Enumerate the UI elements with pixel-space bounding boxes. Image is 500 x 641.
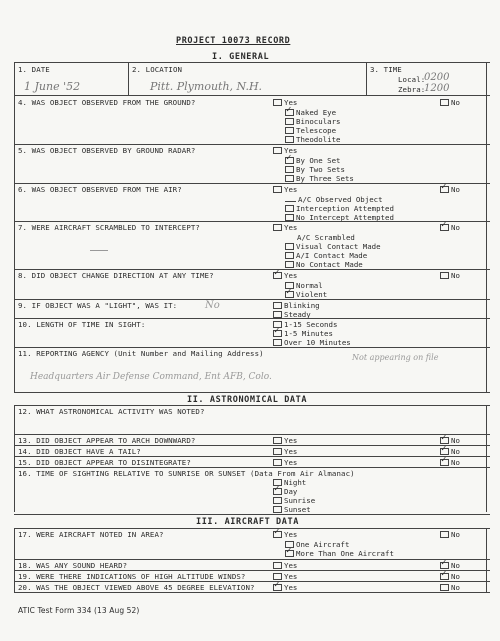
checkbox-icon	[285, 166, 294, 173]
q18-label: 18. WAS ANY SOUND HEARD?	[18, 561, 128, 570]
checkbox-checked-icon	[273, 272, 282, 279]
q14-label: 14. DID OBJECT HAVE A TAIL?	[18, 447, 141, 456]
q4-label: 4. WAS OBJECT OBSERVED FROM THE GROUND?	[18, 98, 196, 107]
checkbox-icon	[285, 252, 294, 259]
checkbox-icon	[440, 531, 449, 538]
q7-no[interactable]: ✓No	[440, 223, 460, 232]
q20-yes[interactable]: ✓ Yes	[273, 583, 297, 592]
q15-yes[interactable]: Yes	[273, 458, 297, 467]
location-value: Pitt. Plymouth, N.H.	[150, 80, 263, 93]
checkbox-icon	[285, 261, 294, 268]
q19-yes[interactable]: Yes	[273, 572, 297, 581]
date-value: 1 June '52	[24, 80, 81, 93]
checkbox-icon	[285, 214, 294, 221]
checkbox-checked-icon	[440, 573, 449, 580]
q7-visual-contact[interactable]: Visual Contact Made	[285, 242, 381, 251]
q9-blinking[interactable]: Blinking	[273, 301, 320, 310]
q15-label: 15. DID OBJECT APPEAR TO DISINTEGRATE?	[18, 458, 191, 467]
checkbox-icon	[273, 224, 282, 231]
section-aircraft-heading: III. AIRCRAFT DATA	[196, 517, 299, 527]
q7-label: 7. WERE AIRCRAFT SCRAMBLED TO INTERCEPT?	[18, 223, 200, 232]
checkbox-icon	[285, 205, 294, 212]
local-label: Local:	[398, 75, 426, 84]
checkbox-icon	[285, 118, 294, 125]
checkbox-icon	[273, 459, 282, 466]
checkbox-icon	[285, 243, 294, 250]
q13-yes[interactable]: Yes	[273, 436, 297, 445]
checkbox-icon	[440, 99, 449, 106]
q4-telescope[interactable]: Telescope	[285, 126, 336, 135]
q6-no[interactable]: ✓No	[440, 185, 460, 194]
checkbox-icon	[440, 584, 449, 591]
checkbox-checked-icon	[285, 157, 294, 164]
q4-naked-eye[interactable]: ✓Naked Eye	[285, 108, 336, 117]
zulu-label: Zebra:	[398, 85, 426, 94]
q10-label: 10. LENGTH OF TIME IN SIGHT:	[18, 320, 146, 329]
q16-night[interactable]: Night	[273, 478, 306, 487]
checkbox-checked-icon	[440, 437, 449, 444]
q6-yes[interactable]: Yes	[273, 185, 297, 194]
q9-handwritten: No	[205, 300, 220, 311]
checkbox-icon	[273, 311, 282, 318]
q16-sunset[interactable]: Sunset	[273, 505, 311, 514]
q13-no[interactable]: ✓ No	[440, 436, 460, 445]
q7-no-contact[interactable]: No Contact Made	[285, 260, 363, 269]
checkbox-checked-icon	[285, 550, 294, 557]
q17-yes[interactable]: ✓ Yes	[273, 530, 297, 539]
q16-day[interactable]: ✓Day	[273, 487, 297, 496]
q7-scrambled: A/C Scrambled	[297, 233, 355, 242]
checkbox-icon	[273, 573, 282, 580]
form-title: PROJECT 10073 RECORD	[176, 36, 291, 46]
q17-label: 17. WERE AIRCRAFT NOTED IN AREA?	[18, 530, 164, 539]
q8-label: 8. DID OBJECT CHANGE DIRECTION AT ANY TIME?	[18, 271, 214, 280]
q10-over-10[interactable]: Over 10 Minutes	[273, 338, 351, 347]
q17-one-aircraft[interactable]: One Aircraft	[285, 540, 349, 549]
checkbox-checked-icon	[273, 488, 282, 495]
checkbox-checked-icon	[440, 186, 449, 193]
q4-no[interactable]: No	[440, 98, 460, 107]
section-general-heading: I. GENERAL	[212, 52, 270, 62]
checkbox-checked-icon	[273, 531, 282, 538]
date-label: 1. DATE	[18, 65, 50, 74]
checkbox-icon	[273, 339, 282, 346]
q16-label: 16. TIME OF SIGHTING RELATIVE TO SUNRISE OR SUNSET (Data From Air Almanac)	[18, 469, 355, 478]
q7-ai-contact[interactable]: A/I Contact Made	[285, 251, 367, 260]
checkbox-icon	[273, 562, 282, 569]
checkbox-checked-icon	[285, 291, 294, 298]
checkbox-icon	[273, 186, 282, 193]
q5-yes[interactable]: Yes	[273, 146, 297, 155]
q8-violent[interactable]: ✓Violent	[285, 290, 327, 299]
checkbox-icon	[273, 437, 282, 444]
checkbox-icon	[273, 448, 282, 455]
q11-label: 11. REPORTING AGENCY (Unit Number and Mailing Address)	[18, 349, 264, 358]
q16-sunrise[interactable]: Sunrise	[273, 496, 315, 505]
checkbox-checked-icon	[440, 224, 449, 231]
q9-label: 9. IF OBJECT WAS A "LIGHT", WAS IT:	[18, 301, 178, 310]
q9-steady[interactable]: Steady	[273, 310, 311, 319]
q13-label: 13. DID OBJECT APPEAR TO ARCH DOWNWARD?	[18, 436, 196, 445]
q15-no[interactable]: ✓ No	[440, 458, 460, 467]
q20-no[interactable]: No	[440, 583, 460, 592]
checkbox-checked-icon	[440, 448, 449, 455]
checkbox-icon	[440, 272, 449, 279]
q17-more-aircraft[interactable]: ✓More Than One Aircraft	[285, 549, 394, 558]
q6-no-intercept[interactable]: No Intercept Attempted	[285, 213, 394, 222]
q11-handwritten-2: Headquarters Air Defense Command, Ent AFB, Colo.	[30, 372, 272, 382]
zulu-time-value: 1200	[424, 83, 450, 94]
q5-one-set[interactable]: ✓By One Set	[285, 156, 341, 165]
q12-label: 12. WHAT ASTRONOMICAL ACTIVITY WAS NOTED?	[18, 407, 205, 416]
location-label: 2. LOCATION	[132, 65, 183, 74]
checkbox-checked-icon	[273, 330, 282, 337]
checkbox-icon	[273, 302, 282, 309]
checkbox-icon	[273, 147, 282, 154]
q8-no[interactable]: No	[440, 271, 460, 280]
checkbox-icon	[273, 506, 282, 513]
checkbox-checked-icon	[440, 562, 449, 569]
q17-no[interactable]: No	[440, 530, 460, 539]
time-label: 3. TIME	[370, 65, 402, 74]
q6-label: 6. WAS OBJECT OBSERVED FROM THE AIR?	[18, 185, 182, 194]
q6-ac-observed[interactable]: A/C Observed Object	[285, 195, 383, 204]
q5-three-sets[interactable]: By Three Sets	[285, 174, 354, 183]
q14-yes[interactable]: Yes	[273, 447, 297, 456]
q10-minutes[interactable]: ✓1-5 Minutes	[273, 329, 333, 338]
q8-yes[interactable]: ✓ Yes	[273, 271, 297, 280]
checkbox-icon	[285, 175, 294, 182]
q4-binoculars[interactable]: Binoculars	[285, 117, 341, 126]
q4-yes[interactable]: Yes	[273, 98, 297, 107]
checkbox-checked-icon	[440, 459, 449, 466]
q18-no[interactable]: ✓ No	[440, 561, 460, 570]
checkbox-icon	[273, 497, 282, 504]
q10-seconds[interactable]: 1-15 Seconds	[273, 320, 337, 329]
q5-two-sets[interactable]: By Two Sets	[285, 165, 345, 174]
q14-no[interactable]: ✓ No	[440, 447, 460, 456]
local-time-value: 0200	[424, 72, 450, 83]
q20-label: 20. WAS THE OBJECT VIEWED ABOVE 45 DEGREE ELEVATION?	[18, 583, 255, 592]
q18-yes[interactable]: Yes	[273, 561, 297, 570]
q11-handwritten-1: Not appearing on file	[352, 353, 439, 362]
checkbox-checked-icon	[285, 109, 294, 116]
q4-theodolite[interactable]: Theodolite	[285, 135, 341, 144]
q8-normal[interactable]: Normal	[285, 281, 323, 290]
q5-label: 5. WAS OBJECT OBSERVED BY GROUND RADAR?	[18, 146, 196, 155]
checkbox-checked-icon	[273, 584, 282, 591]
q6-interception[interactable]: Interception Attempted	[285, 204, 394, 213]
form-number: ATIC Test Form 334 (13 Aug 52)	[18, 606, 140, 615]
checkbox-icon	[285, 136, 294, 143]
section-astronomical-heading: II. ASTRONOMICAL DATA	[187, 395, 308, 405]
checkbox-icon	[285, 127, 294, 134]
q7-yes[interactable]: Yes	[273, 223, 297, 232]
q19-no[interactable]: ✓ No	[440, 572, 460, 581]
checkbox-icon	[273, 99, 282, 106]
q19-label: 19. WERE THERE INDICATIONS OF HIGH ALTITUDE WINDS?	[18, 572, 246, 581]
